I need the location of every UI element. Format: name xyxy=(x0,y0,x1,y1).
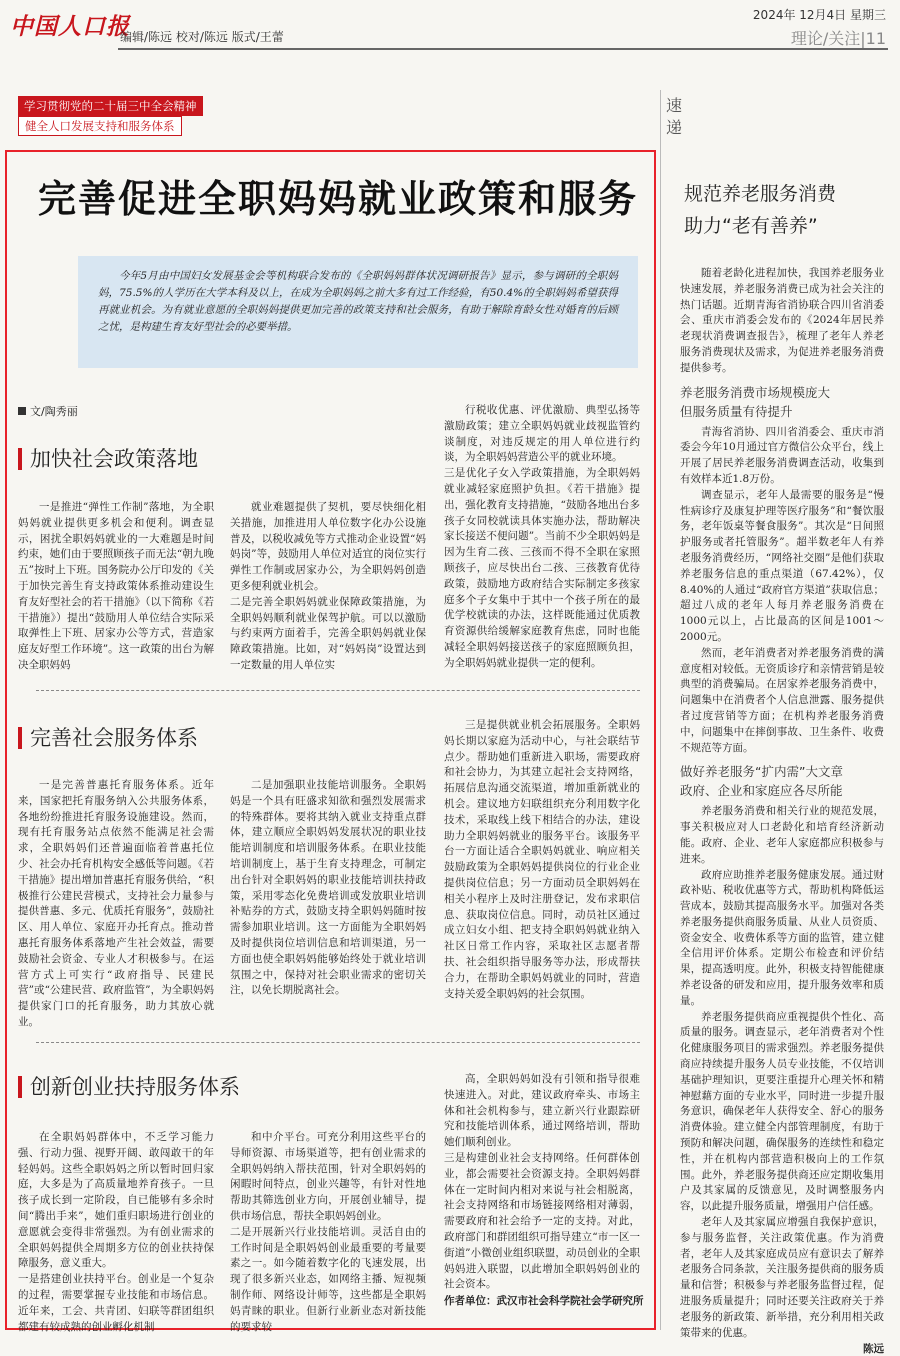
section3-col2: 和中介平台。可充分利用这些平台的导师资源、市场渠道等，把有创业需求的全职妈妈纳入帮扶范围，针对全职妈妈的闲暇时间特点，创业兴趣等，有针对性地帮助其筛选创业方向，开展创业辅导，提供市场信息，帮扶全职妈妈创业。 二是开展新兴行业技能培训。灵活自由的工作时间是全职妈妈创业最重要的考量要素之一。如今随着数字化的飞速发展，出现了很多新兴业态，如网络主播、短视频制作师、网络设计师等，这些都是全职妈妈青睐的职业。但新行业新业态对新技能的要求较 xyxy=(230,1131,426,1333)
section1-col2: 就业难题提供了契机，要尽快细化相关措施，加推进用人单位数字化办公设施普及，以税收减免等方式推动企业设置“妈妈岗”等，鼓励用人单位对适宜的岗位实行弹性工作制或居家办公，为全职妈妈创造更多便利就业机会。 二是完善全职妈妈就业保障政策措施，为全职妈妈顺利就业保驾护航。可以以激励与约束两方面着手，完善全职妈妈就业保障政策措施。比如，对“妈妈岗”设置达到一定数量的用人单位实 xyxy=(230,501,426,671)
series-tag: 学习贯彻党的二十届三中全会精神 xyxy=(18,96,203,116)
topic-tag: 健全人口发展支持和服务体系 xyxy=(18,116,182,136)
sidebar-para-6: 政府应助推养老服务健康发展。通过财政补贴、税收优惠等方式，帮助机构降低运营成本，鼓励其提高服务水平。加强对各类养老服务提供商服务质量、从业人员资质、资金安全、收费体系等方面的监管，建立健全信用评价体系。定期公布检查和评价结果，提高透明度。此外，积极支持智能健康养老设备的研发和应用，提升服务效率和质量。 xyxy=(680,868,884,1007)
sidebar-body xyxy=(680,266,884,1356)
issue-date: 2024年 12月4日 星期三 xyxy=(752,8,886,22)
sidebar-title-line2: 助力“老有善养” xyxy=(684,215,818,237)
article-intro: 今年5月由中国妇女发展基金会等机构联合发布的《全职妈妈群体状况调研报告》显示，参与调研的全职妈妈，75.5%的人学历在大学本科及以上，在成为全职妈妈之前大多有过工作经验，有50.4%的全职妈妈希望获得再就业机会。为有就业意愿的全职妈妈提供更加完善的政策支持和社会服务，有助于解除育龄女性对婚育的后顾之忧，是构建生育友好型社会的必要举措。 xyxy=(78,256,638,368)
sidebar-para-4: 然而，老年消费者对养老服务消费的满意度相对较低。无资质诊疗和亲情营销是较典型的消费骗局。在居家养老服务消费中，问题集中在消费者个人信息泄露、服务提供者过度营销等方面；在机构养老服务消费中，问题集中在摔倒事故、卫生条件、收费不规范等方面。 xyxy=(680,646,884,754)
article-author xyxy=(18,403,78,419)
author-square-icon xyxy=(18,407,26,415)
sidebar-subhead-2b: 政府、企业和家庭应各尽所能 xyxy=(680,783,843,799)
section-heading-1: 加快社会政策落地 xyxy=(18,448,198,470)
section3-col1: 在全职妈妈群体中，不乏学习能力强、行动力强、视野开阔、敢闯敢干的年轻妈妈。这些全职妈妈之所以暂时回归家庭，大多是为了高质量地养育孩子。一旦孩子成长到一定阶段，自已能够有多余时间“腾出手来”，她们重归职场进行创业的意愿就会变得非常强烈。为有创业需求的全职妈妈提供全周期多方位的创业扶持保障服务，意义重大。 一是搭建创业扶持平台。创业是一个复杂的过程，需要掌握专业技能和市场信息。近年来，工会、共青团、妇联等群团组织都建有较成熟的创业孵化机制 xyxy=(18,1131,214,1333)
section-label: 理论/关注|11 xyxy=(790,29,886,48)
section2-col1: 一是完善普惠托育服务体系。近年来，国家把托育服务纳入公共服务体系，各地纷纷推进托育服务设施建设。然而，现有托育服务站点依然不能满足社会需求，全职妈妈们还普遍面临着普惠托位少、社会办托育机构安全感低等问题。《若干措施》提出增加普惠托育服务供给，“积极推行公建民营模式，支持社会力量参与提供普惠、多元、优质托育服务”，鼓励社区、用人单位、家庭开办托育点。推动普惠托育服务体系落地产生社会效益，需要鼓励社会资金、专业人才积极参与。在运营方式上可实行“政府指导、民建民营”或“公建民营、政府监管”，为全职妈妈提供家门口的托育服务，助力其放心就业。 xyxy=(18,779,214,1028)
section-name: 理论/关注 xyxy=(790,29,861,48)
newspaper-logo: 中国人口报 xyxy=(10,13,130,40)
sidebar-para-5: 养老服务消费和相关行业的规范发展，事关积极应对人口老龄化和培育经济新动能。政府、企业、老年人家庭都应积极参与进来。 xyxy=(680,805,884,865)
author-name: 文/陶秀丽 xyxy=(30,405,78,418)
section1-col3: 行税收优惠、评优激励、典型弘扬等激励政策；建立全职妈妈就业歧视监管约谈制度，对违反规定的用人单位进行约谈，为全职妈妈营造公平的就业环境。 三是优化子女入学政策措施，为全职妈妈就业减轻家庭照护负担。《若干措施》提出，强化教育支持措施，“鼓励各地出台多孩子女同校就读具体实施办法，帮助解决家长接送不便问题”。当前不少全职妈妈是因为生育二孩、三孩而不得不全职在家照顾孩子，应尽快出台二孩、三孩教育优待政策，鼓励地方政府结合实际制定多孩家庭多个子女集中于其中一个孩子所在的最优学校就读的办法，这样既能通过优质教育资源供给缓解家庭教育焦虑，同时也能减轻全职妈妈接送孩子的家庭照顾负担，为全职妈妈就业提供一定的便利。 xyxy=(444,404,640,669)
sidebar-subhead-1a: 养老服务消费市场规模庞大 xyxy=(680,384,831,400)
section3-col3: 高，全职妈妈如没有引领和指导很难快速进入。对此，建议政府牵头、市场主体和社会机构参与，建立新兴行业跟踪研究和技能培训体系，通过网络培训，帮助她们顺利创业。 三是构建创业社会支持网络。任何群体创业，都会需要社会资源支持。全职妈妈群体在一定时间内相对来说与社会相脱离，社会支持网络和市场链接网络相对薄弱，需要政府和社会给予一定的支持。对此，政府部门和群团组织可指导建立“市一区一街道”小微创业组织联盟，动员创业的全职妈妈进入联盟，以此增加全职妈妈创业的社会资本。 xyxy=(444,1073,640,1291)
column-separator xyxy=(660,90,661,1330)
sidebar-signature: 陈远 xyxy=(863,1343,884,1356)
sidebar-label: 速递 xyxy=(666,96,683,137)
sidebar-para-3: 调查显示，老年人最需要的服务是“慢性病诊疗及康复护理等医疗服务”和“餐饮服务，老年饭桌等餐食服务”。其次是“日间照护服务或者托管服务”。超半数老年人有养老服务消费经历，“网络社交圈”是他们获取养老服务信息的重点渠道（67.42%），仅8.40%的人通过“政府官方渠道”获取信息；超过八成的老年人每月养老服务消费在1000元以上，占比最高的区间是1001～2000元。 xyxy=(680,488,884,643)
section-heading-3: 创新创业扶持服务体系 xyxy=(18,1076,240,1098)
sidebar-para-2: 青海省消协、四川省消委会、重庆市消委会今年10月通过官方微信公众平台，线上开展了居民养老服务消费调查活动，收集到有效样本近1.8万份。 xyxy=(680,425,884,485)
section-divider-1 xyxy=(36,690,640,691)
author-affiliation: 作者单位：武汉市社会科学院社会学研究所 xyxy=(444,1295,644,1307)
section2-col2: 二是加强职业技能培训服务。全职妈妈是一个具有旺盛求知欲和强烈发展需求的特殊群体。要将其纳入就业支持重点群体，建立顺应全职妈妈发展状况的职业技能培训制度和培训服务体系。在职业技能培训制度上，基于生育支持理念，可制定出台针对全职妈妈的职业技能培训扶持政策，采用零态化免费培训或发放职业培训补贴券的方式，鼓励支持全职妈妈随时按需参加职业培训。这一方面能为全职妈妈及时提供岗位培训信息和培训渠道，另一方面也使全职妈妈能够始终处于就业培训氛围之中，保持对社会职业需求的密切关注，以免长期脱离社会。 xyxy=(230,779,426,997)
sidebar-title-line1: 规范养老服务消费 xyxy=(684,183,837,205)
section2-col3: 三是提供就业机会拓展服务。全职妈妈长期以家庭为活动中心，与社会联结节点少。帮助她们重新进入职场，需要政府和社会协力，为其建立起社会支持网络，拓展信息沟通交流渠道，增加重新就业的机会。建议地方妇联组织充分利用数字化技术，采取线上线下相结合的办法，建设助力全职妈妈就业的服务平台。该服务平台一方面让适合全职妈妈就业、响应相关鼓励政策为全职妈妈提供岗位的行业企业提供岗位信息；另一方面动员全职妈妈在相关小程序上及时注册登记，发布求职信息、获取岗位信息。同时，动员社区通过成立妇女小组、把支持全职妈妈就业纳入社区日常工作内容，采取社区志愿者帮扶、社会组织指导服务等办法，形成帮扶合力，在帮助全职妈妈就业的同时，营造支持关爱全职妈妈的社会氛围。 xyxy=(444,719,640,1000)
sidebar-subhead-2a: 做好养老服务“扩内需”大文章 xyxy=(680,764,843,780)
sidebar-para-8: 老年人及其家属应增强自我保护意识，参与服务监督，关注政策优惠。作为消费者，老年人及其家庭成员应有意识去了解养老服务合同条款，关注服务提供商的服务质量和信誉；积极参与养老服务监督过程，促进服务质量提升；同时还要关注政府关于养老服务的新政策、新举措，充分利用相关政策带来的优惠。 xyxy=(680,1216,884,1339)
sidebar-para-1: 随着老龄化进程加快，我国养老服务业快速发展，养老服务消费已成为社会关注的热门话题。近期青海省消协联合四川省消委会、重庆市消委会发布的《2024年居民养老现状消费调查报告》，梳理了老年人养老服务消费现状及需求，为促进养老服务消费提供参考。 xyxy=(680,267,884,374)
section-divider-2 xyxy=(36,1042,640,1043)
editor-credits: 编辑/陈远 校对/陈远 版式/王蕾 xyxy=(120,30,284,44)
section-heading-2: 完善社会服务体系 xyxy=(18,727,198,749)
article-title: 完善促进全职妈妈就业政策和服务 xyxy=(38,176,639,221)
page-number: 11 xyxy=(865,29,886,48)
sidebar-subhead-1b: 但服务质量有待提升 xyxy=(680,403,793,419)
masthead-rule xyxy=(118,48,888,50)
section1-col1: 一是推进“弹性工作制”落地，为全职妈妈就业提供更多机会和便利。调查显示，困扰全职妈妈就业的一大难题是时间约束，她们由于要照顾孩子而无法“朝九晚五”按时上下班。国务院办公厅印发的《关于加快完善生育支持政策体系推动建设生育友好型社会的若干措施》（以下简称《若干措施》）提出“鼓励用人单位结合实际采取弹性上下班、居家办公等方式，营造家庭友好型工作环境”。这一政策的出台为解决全职妈妈 xyxy=(18,501,214,671)
sidebar-para-7: 养老服务提供商应重视提供个性化、高质量的服务。调查显示，老年消费者对个性化健康服务项目的需求强烈。养老服务提供商应持续提升服务人员专业技能，不仅培训基础护理知识，更要注重提升心理关怀和精神慰藉方面的专业水平，同时进一步提升服务意识，确保老年人获得安全、舒心的服务消费体验。建立健全内部管理制度，有助于预防和解决问题，确保服务的连续性和稳定性，并在机构内部营造积极向上的工作氛围。此外，养老服务提供商还应定期收集用户及其家属的反馈意见，及时调整服务内容，以此提升服务质量，增强用户信任感。 xyxy=(680,1010,884,1213)
